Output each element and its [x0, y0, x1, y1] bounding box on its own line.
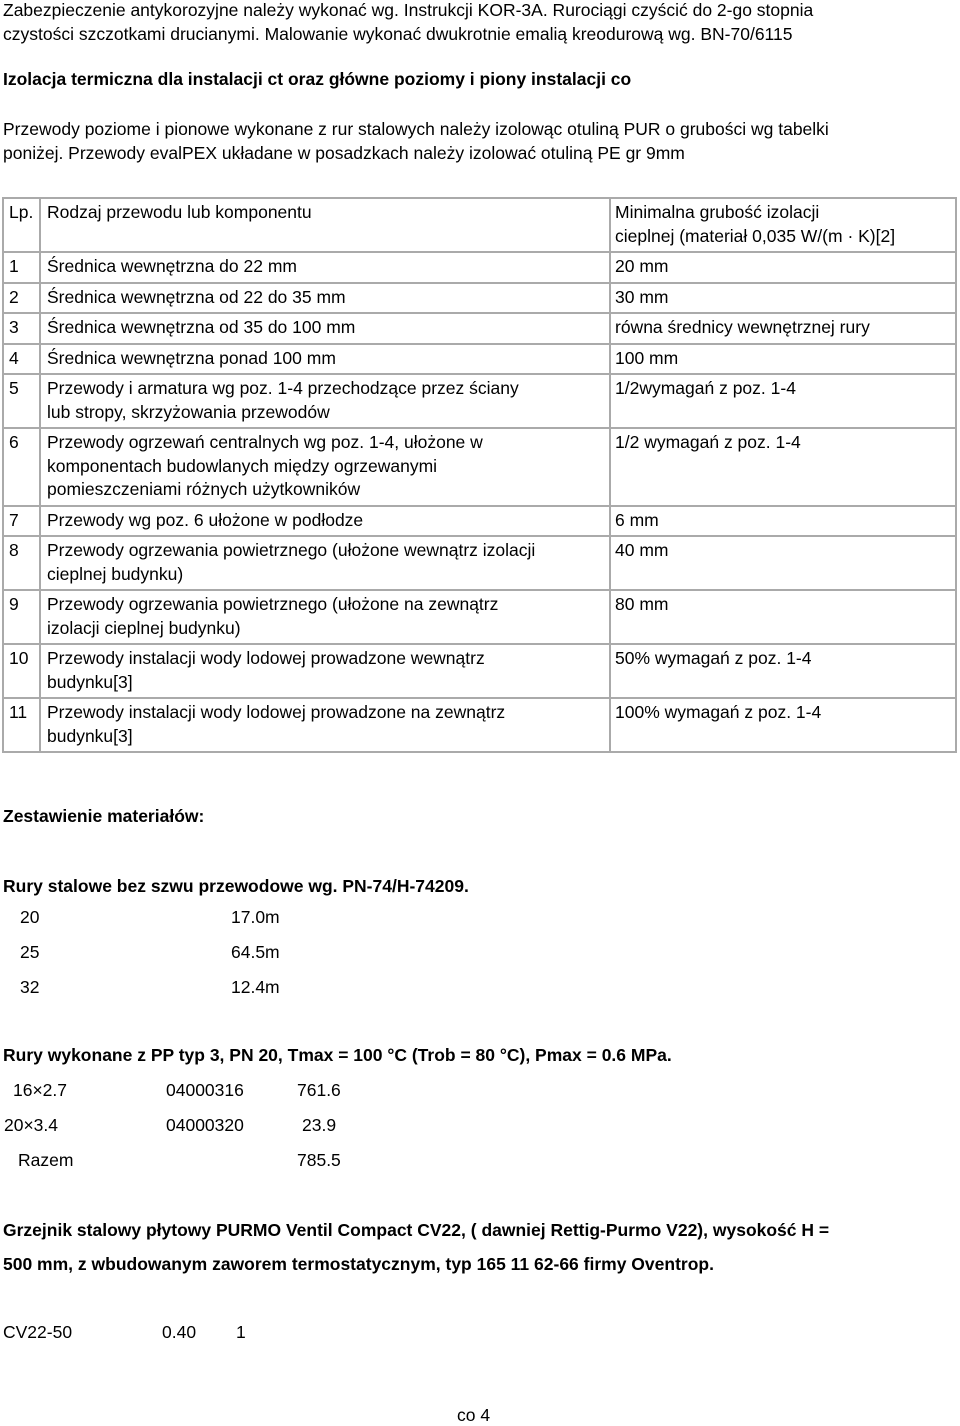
row-lp: 10	[3, 644, 40, 698]
steel-item-length: 12.4m	[231, 977, 280, 997]
row-type-line: izolacji cieplnej budynku)	[47, 617, 241, 638]
row-type-line: budynku[3]	[47, 725, 133, 746]
header-thickness-line-2: cieplnej (materiał 0,035 W/(m · K)[2]	[615, 225, 896, 246]
table-row	[3, 428, 956, 506]
header-type: Rodzaj przewodu lub komponentu	[40, 198, 610, 252]
row-type-line: Średnica wewnętrzna od 35 do 100 mm	[47, 317, 356, 337]
row-type	[40, 428, 610, 506]
row-type	[40, 252, 610, 283]
steel-item-length: 64.5m	[231, 942, 280, 962]
row-type	[40, 374, 610, 428]
row-type-line: Średnica wewnętrzna ponad 100 mm	[47, 347, 336, 368]
row-lp: 1	[3, 252, 40, 283]
row-lp: 11	[3, 698, 40, 752]
row-type	[40, 536, 610, 590]
header-lp: Lp.	[3, 198, 40, 252]
pp-item-size: 16×2.7	[13, 1080, 68, 1100]
pp-item-length: 23.9	[302, 1115, 337, 1135]
pp-item-code: 04000320	[166, 1115, 244, 1135]
table-row	[3, 313, 956, 344]
row-lp: 8	[3, 536, 40, 590]
row-type-line: Przewody ogrzewań centralnych wg poz. 1-4, ułożone w	[47, 432, 483, 452]
row-type	[40, 644, 610, 698]
row-thickness	[610, 698, 956, 752]
row-type-line: cieplnej budynku)	[47, 563, 184, 584]
row-type-line: budynku[3]	[47, 671, 133, 692]
header-thickness	[610, 198, 956, 252]
row-type-line: pomieszczeniami różnych użytkowników	[47, 479, 361, 499]
row-type-line: Średnica wewnętrzna do 22 mm	[47, 256, 297, 276]
pp-total-value: 785.5	[297, 1150, 341, 1170]
row-thickness-line: równa średnicy wewnętrznej rury	[615, 317, 870, 337]
row-thickness	[610, 374, 956, 428]
insulation-paragraph-line-1: Przewody poziome i pionowe wykonane z rur stalowych należy izolowąc otuliną PUR o grubości wg tabelki	[3, 119, 829, 139]
row-type-line: komponentach budowlanych między ogrzewanymi	[47, 455, 438, 476]
steel-item-dn: 25	[20, 942, 40, 962]
table-row	[3, 344, 956, 375]
insulation-paragraph-line-2: poniżej. Przewody evalPEX układane w posadzkach należy izolować otuliną PE gr 9mm	[3, 143, 685, 163]
row-type-line: Przewody ogrzewania powietrznego (ułożone wewnątrz izolacji	[47, 540, 536, 560]
radiator-model: CV22-50	[3, 1322, 73, 1342]
row-thickness	[610, 283, 956, 314]
row-thickness-line: 1/2 wymagań z poz. 1-4	[615, 432, 801, 452]
steel-item-dn: 32	[20, 977, 40, 997]
materials-heading: Zestawienie materiałów:	[3, 806, 205, 826]
row-thickness-line: 6 mm	[615, 509, 659, 530]
pp-total-label: Razem	[18, 1150, 74, 1170]
row-type-line: Przewody instalacji wody lodowej prowadzone wewnątrz	[47, 648, 485, 668]
row-type	[40, 344, 610, 375]
row-thickness	[610, 428, 956, 506]
row-type	[40, 698, 610, 752]
row-type-line: Średnica wewnętrzna od 22 do 35 mm	[47, 286, 346, 307]
intro-line-2: czystości szczotkami drucianymi. Malowanie wykonać dwukrotnie emalią kreodurową wg. BN-70/6115	[3, 24, 793, 44]
row-thickness	[610, 536, 956, 590]
pp-pipes-heading: Rury wykonane z PP typ 3, PN 20, Tmax = 100 °C (Trob = 80 °C), Pmax = 0.6 MPa.	[3, 1045, 672, 1065]
row-thickness-line: 1/2wymagań z poz. 1-4	[615, 378, 796, 398]
table-row	[3, 283, 956, 314]
table-header-row	[3, 198, 956, 252]
row-type-line: Przewody instalacji wody lodowej prowadzone na zewnątrz	[47, 702, 506, 722]
table-row	[3, 698, 956, 752]
row-thickness-line: 80 mm	[615, 594, 669, 614]
radiator-description-line-1: Grzejnik stalowy płytowy PURMO Ventil Compact CV22, ( dawniej Rettig-Purmo V22), wysokość H =	[3, 1220, 830, 1240]
table-row	[3, 506, 956, 537]
insulation-thickness-table	[2, 197, 957, 753]
row-type	[40, 313, 610, 344]
steel-item-dn: 20	[20, 907, 40, 927]
table-row	[3, 644, 956, 698]
row-thickness	[610, 590, 956, 644]
row-thickness	[610, 506, 956, 537]
row-thickness-line: 30 mm	[615, 286, 669, 307]
header-thickness-line-1: Minimalna grubość izolacji	[615, 202, 820, 222]
row-lp: 7	[3, 506, 40, 537]
row-type-line: Przewody i armatura wg poz. 1-4 przechodzące przez ściany	[47, 378, 519, 398]
row-thickness-line: 50% wymagań z poz. 1-4	[615, 648, 812, 668]
radiator-length: 0.40	[162, 1322, 197, 1342]
section-heading-insulation: Izolacja termiczna dla instalacji ct oraz główne poziomy i piony instalacji co	[3, 69, 632, 89]
row-type-line: lub stropy, skrzyżowania przewodów	[47, 401, 330, 422]
intro-line-1: Zabezpieczenie antykorozyjne należy wykonać wg. Instrukcji KOR-3A. Rurociągi czyścić do 2-go stopnia	[3, 0, 814, 20]
row-thickness	[610, 252, 956, 283]
steel-pipes-heading: Rury stalowe bez szwu przewodowe wg. PN-74/H-74209.	[3, 876, 469, 896]
row-lp: 4	[3, 344, 40, 375]
row-lp: 5	[3, 374, 40, 428]
row-thickness	[610, 313, 956, 344]
row-lp: 6	[3, 428, 40, 506]
table-row	[3, 536, 956, 590]
row-thickness-line: 100% wymagań z poz. 1-4	[615, 702, 822, 722]
row-thickness-line: 20 mm	[615, 256, 669, 276]
row-type	[40, 590, 610, 644]
radiator-description-line-2: 500 mm, z wbudowanym zaworem termostatycznym, typ 165 11 62-66 firmy Oventrop.	[3, 1254, 714, 1274]
table-row	[3, 252, 956, 283]
row-type-line: Przewody wg poz. 6 ułożone w podłodze	[47, 509, 364, 530]
pp-item-code: 04000316	[166, 1080, 244, 1100]
radiator-quantity: 1	[236, 1322, 246, 1342]
table-row	[3, 590, 956, 644]
steel-item-length: 17.0m	[231, 907, 280, 927]
pp-item-size: 20×3.4	[4, 1115, 59, 1135]
row-lp: 9	[3, 590, 40, 644]
row-thickness-line: 100 mm	[615, 347, 679, 368]
row-type-line: Przewody ogrzewania powietrznego (ułożone na zewnątrz	[47, 594, 499, 614]
row-thickness	[610, 644, 956, 698]
row-lp: 2	[3, 283, 40, 314]
row-lp: 3	[3, 313, 40, 344]
row-thickness-line: 40 mm	[615, 540, 669, 560]
table-row	[3, 374, 956, 428]
row-type	[40, 506, 610, 537]
row-thickness	[610, 344, 956, 375]
row-type	[40, 283, 610, 314]
page-footer-label: co 4	[457, 1405, 491, 1425]
pp-item-length: 761.6	[297, 1080, 341, 1100]
